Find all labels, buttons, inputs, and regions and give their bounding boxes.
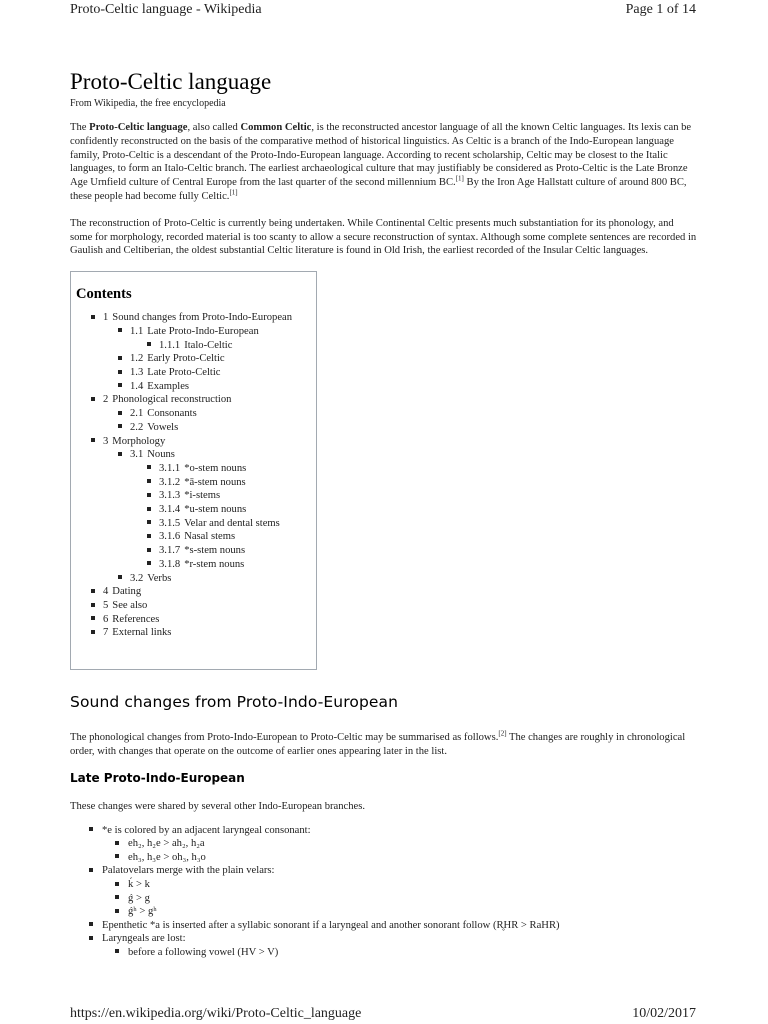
square-bullet-icon bbox=[91, 603, 95, 607]
intro-text-4: By the Iron Age Hallstatt culture of around 800 BC, these people had become fully Celtic. bbox=[70, 177, 687, 202]
square-bullet-icon bbox=[118, 370, 122, 374]
toc-item-label: Sound changes from Proto-Indo-European bbox=[112, 312, 293, 324]
square-bullet-icon bbox=[118, 411, 122, 415]
toc-title: Contents bbox=[76, 286, 132, 303]
toc-item-label: Vowels bbox=[147, 421, 179, 433]
sound-change-text: Laryngeals are lost: bbox=[102, 933, 186, 945]
toc-item-label: Morphology bbox=[112, 435, 166, 447]
toc-item[interactable] bbox=[75, 435, 312, 449]
square-bullet-icon bbox=[147, 507, 151, 511]
toc-item-number: 3.1.1 bbox=[159, 462, 181, 474]
square-bullet-icon bbox=[91, 438, 95, 442]
table-of-contents bbox=[70, 271, 317, 670]
toc-item-number: 1.2 bbox=[130, 353, 144, 365]
toc-item-label: Velar and dental stems bbox=[184, 517, 280, 529]
toc-item[interactable] bbox=[75, 462, 312, 476]
toc-item-label: Consonants bbox=[147, 408, 197, 420]
toc-item[interactable] bbox=[75, 626, 312, 640]
toc-item-number: 2.1 bbox=[130, 408, 144, 420]
intro-text-3: , is the reconstructed ancestor language of all the known Celtic languages. Its lexis can be confidently reconstructed on the basis of the comparative method of historical linguistics. As Celtic is a branch of the Indo-European language family, Proto-Celtic is a descendant of the Proto-Indo-European language. According to recent scholarship, Celtic may be closest to the Italic languages, to form an Italo-Celtic branch. The earliest archaeological culture that may justifiably be considered as Proto-Celtic is the Late Bronze Age Urnfield culture of Central Europe from the last quarter of the second millennium BC. bbox=[70, 122, 692, 189]
print-footer-date: 10/02/2017 bbox=[632, 1006, 696, 1021]
toc-item[interactable] bbox=[75, 503, 312, 517]
square-bullet-icon bbox=[118, 328, 122, 332]
sound-change-item bbox=[70, 892, 698, 906]
square-bullet-icon bbox=[118, 452, 122, 456]
toc-item-label: *ā-stem nouns bbox=[184, 476, 246, 488]
sound-change-item bbox=[70, 878, 698, 892]
intro-bold-term-1: Proto-Celtic language bbox=[89, 122, 188, 133]
square-bullet-icon bbox=[91, 397, 95, 401]
toc-item[interactable] bbox=[75, 339, 312, 353]
sound-change-item bbox=[70, 864, 698, 878]
section-text-2: The changes are roughly in chronological order, with changes that operate on the outcome of earlier ones appearing later in the list. bbox=[70, 732, 686, 757]
intro-paragraph-1 bbox=[70, 121, 698, 204]
square-bullet-icon bbox=[147, 465, 151, 469]
toc-item-number: 5 bbox=[103, 599, 109, 611]
square-bullet-icon bbox=[147, 342, 151, 346]
toc-item-number: 3.1.4 bbox=[159, 504, 181, 516]
toc-item[interactable] bbox=[75, 476, 312, 490]
square-bullet-icon bbox=[115, 882, 119, 886]
toc-item-label: Phonological reconstruction bbox=[112, 394, 232, 406]
toc-item-number: 1.1 bbox=[130, 325, 144, 337]
sound-change-item bbox=[70, 824, 698, 838]
toc-item-label: *o-stem nouns bbox=[184, 462, 247, 474]
square-bullet-icon bbox=[147, 479, 151, 483]
square-bullet-icon bbox=[89, 936, 93, 940]
square-bullet-icon bbox=[147, 561, 151, 565]
toc-item-number: 3.1.5 bbox=[159, 517, 181, 529]
sound-change-text: ḱ > k bbox=[128, 878, 150, 890]
toc-item-label: Italo-Celtic bbox=[184, 339, 233, 351]
print-footer-url: https://en.wikipedia.org/wiki/Proto-Celtic_language bbox=[70, 1006, 362, 1021]
square-bullet-icon bbox=[115, 949, 119, 953]
toc-item[interactable] bbox=[75, 517, 312, 531]
toc-item-label: *u-stem nouns bbox=[184, 504, 247, 516]
toc-item-label: Late Proto-Celtic bbox=[147, 366, 221, 378]
square-bullet-icon bbox=[115, 854, 119, 858]
sound-change-item bbox=[70, 851, 698, 865]
square-bullet-icon bbox=[147, 520, 151, 524]
toc-item-number: 3.1.8 bbox=[159, 558, 181, 570]
toc-item[interactable] bbox=[75, 325, 312, 339]
toc-item-label: Nasal stems bbox=[184, 531, 236, 543]
sound-change-item bbox=[70, 837, 698, 851]
square-bullet-icon bbox=[89, 922, 93, 926]
print-footer bbox=[70, 1005, 696, 1023]
sound-change-text: Epenthetic *a is inserted after a syllabic sonorant if a laryngeal and another sonorant follow (R̥HR > RaHR) bbox=[102, 919, 560, 931]
toc-item-number: 3.1.6 bbox=[159, 531, 181, 543]
toc-item-label: *i-stems bbox=[184, 490, 221, 502]
toc-item[interactable] bbox=[75, 448, 312, 462]
toc-item[interactable] bbox=[75, 613, 312, 627]
square-bullet-icon bbox=[115, 895, 119, 899]
reference-link-2[interactable]: [1] bbox=[229, 188, 238, 197]
toc-item[interactable] bbox=[75, 352, 312, 366]
square-bullet-icon bbox=[147, 534, 151, 538]
square-bullet-icon bbox=[118, 575, 122, 579]
toc-item-number: 2 bbox=[103, 394, 109, 406]
intro-paragraph-2: The reconstruction of Proto-Celtic is currently being undertaken. While Continental Celtic presents much substantiation for its phonology, and some for morphology, recorded material is too scanty to allow a secure reconstruction of syntax. Although some complete sentences are recorded in Gaulish and Celtiberian, the oldest substantial Celtic literature is found in Old Irish, the earliest recorded of the Insular Celtic languages. bbox=[70, 217, 697, 257]
sound-change-item bbox=[70, 932, 698, 946]
toc-item[interactable] bbox=[75, 572, 312, 586]
toc-item-label: Early Proto-Celtic bbox=[147, 353, 225, 365]
toc-item[interactable] bbox=[75, 530, 312, 544]
square-bullet-icon bbox=[89, 827, 93, 831]
toc-item-number: 1.1.1 bbox=[159, 339, 181, 351]
square-bullet-icon bbox=[115, 909, 119, 913]
sound-change-text: eh₂, h₂e > ah₂, h₂a bbox=[128, 838, 205, 850]
square-bullet-icon bbox=[89, 868, 93, 872]
toc-item-number: 2.2 bbox=[130, 421, 144, 433]
toc-item-label: *r-stem nouns bbox=[184, 558, 245, 570]
section-heading: Sound changes from Proto-Indo-European bbox=[70, 693, 399, 712]
section-paragraph bbox=[70, 731, 698, 759]
intro-text-1: The bbox=[70, 122, 90, 133]
toc-item-label: *s-stem nouns bbox=[184, 545, 246, 557]
toc-item[interactable] bbox=[75, 585, 312, 599]
intro-text-2: , also called bbox=[187, 122, 241, 133]
toc-item-number: 3.1.7 bbox=[159, 545, 181, 557]
square-bullet-icon bbox=[91, 589, 95, 593]
toc-item-label: Examples bbox=[147, 380, 190, 392]
sound-change-text: eh₃, h₃e > oh₃, h₃o bbox=[128, 851, 206, 863]
sound-change-text: ǵʰ > gʰ bbox=[128, 906, 157, 918]
square-bullet-icon bbox=[147, 548, 151, 552]
toc-item[interactable] bbox=[75, 393, 312, 407]
toc-item-number: 3.1 bbox=[130, 449, 144, 461]
toc-item-number: 3.1.2 bbox=[159, 476, 181, 488]
toc-item[interactable] bbox=[75, 558, 312, 572]
toc-item-number: 1 bbox=[103, 312, 109, 324]
subsection-paragraph: These changes were shared by several other Indo-European branches. bbox=[70, 800, 366, 812]
section-text-1: The phonological changes from Proto-Indo-European to Proto-Celtic may be summarised as follows. bbox=[70, 732, 499, 744]
toc-item[interactable] bbox=[75, 421, 312, 435]
square-bullet-icon bbox=[91, 616, 95, 620]
toc-item[interactable] bbox=[75, 366, 312, 380]
toc-item-number: 4 bbox=[103, 586, 109, 598]
toc-item-number: 3 bbox=[103, 435, 109, 447]
toc-item-label: See also bbox=[112, 599, 148, 611]
site-tagline: From Wikipedia, the free encyclopedia bbox=[70, 98, 226, 109]
toc-item[interactable] bbox=[75, 489, 312, 503]
sound-changes-list bbox=[70, 824, 698, 960]
square-bullet-icon bbox=[118, 424, 122, 428]
sound-change-item bbox=[70, 946, 698, 960]
sound-change-text: ǵ > g bbox=[128, 892, 150, 904]
reference-link-1[interactable]: [1] bbox=[455, 174, 464, 183]
toc-item-label: External links bbox=[112, 627, 172, 639]
toc-item-label: References bbox=[112, 613, 160, 625]
toc-item-label: Verbs bbox=[147, 572, 172, 584]
print-header bbox=[70, 0, 696, 20]
square-bullet-icon bbox=[115, 841, 119, 845]
sound-change-text: *e is colored by an adjacent laryngeal consonant: bbox=[102, 824, 311, 836]
square-bullet-icon bbox=[91, 315, 95, 319]
square-bullet-icon bbox=[118, 383, 122, 387]
subsection-heading: Late Proto-Indo-European bbox=[70, 770, 245, 785]
toc-item-number: 1.4 bbox=[130, 380, 144, 392]
toc-item[interactable] bbox=[75, 380, 312, 394]
toc-item-number: 3.2 bbox=[130, 572, 144, 584]
toc-item-number: 7 bbox=[103, 627, 109, 639]
toc-item[interactable] bbox=[75, 544, 312, 558]
square-bullet-icon bbox=[147, 493, 151, 497]
toc-item-label: Dating bbox=[112, 586, 142, 598]
sound-change-item bbox=[70, 905, 698, 919]
reference-link-3[interactable]: [2] bbox=[498, 729, 507, 738]
print-page-number: Page 1 of 14 bbox=[625, 2, 696, 17]
toc-item[interactable] bbox=[75, 407, 312, 421]
intro-bold-term-2: Common Celtic bbox=[240, 122, 312, 133]
sound-change-item bbox=[70, 919, 698, 933]
toc-item-number: 6 bbox=[103, 613, 109, 625]
toc-item-label: Late Proto-Indo-European bbox=[147, 325, 259, 337]
sound-change-text: Palatovelars merge with the plain velars: bbox=[102, 865, 275, 877]
toc-list bbox=[75, 311, 312, 640]
page-title: Proto-Celtic language bbox=[70, 69, 272, 94]
toc-item[interactable] bbox=[75, 599, 312, 613]
toc-item[interactable] bbox=[75, 311, 312, 325]
toc-item-number: 3.1.3 bbox=[159, 490, 181, 502]
square-bullet-icon bbox=[118, 356, 122, 360]
square-bullet-icon bbox=[91, 630, 95, 634]
article-content bbox=[70, 68, 698, 960]
sound-change-text: before a following vowel (HV > V) bbox=[128, 946, 279, 958]
toc-item-label: Nouns bbox=[147, 449, 175, 461]
toc-item-number: 1.3 bbox=[130, 366, 144, 378]
print-header-title: Proto-Celtic language - Wikipedia bbox=[70, 2, 262, 17]
